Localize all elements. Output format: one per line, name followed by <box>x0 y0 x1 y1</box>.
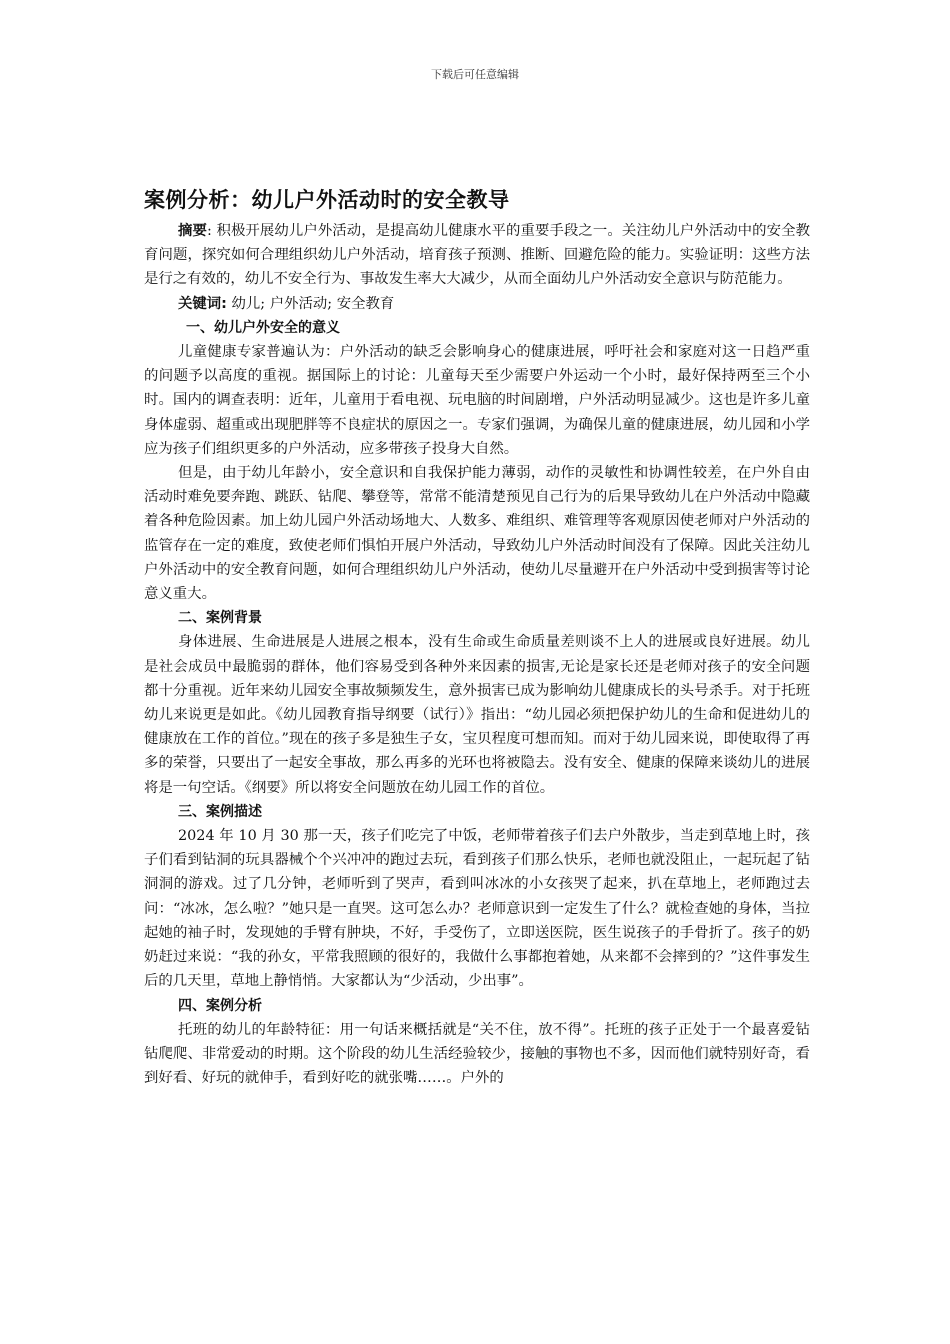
section-heading: 三、案例描述 <box>178 803 262 820</box>
body-paragraph: 但是，由于幼儿年龄小，安全意识和自我保护能力薄弱，动作的灵敏性和协调性较差，在户外自由活动时难免要奔跑、跳跃、钻爬、攀登等，常常不能清楚预见自己行为的后果导致幼儿在户外活动中隐藏着各种危险因素。加上幼儿园户外活动场地大、人数多、难组织、难管理等客观原因使老师对户外活动的监管存在一定的难度，致使老师们惧怕开展户外活动，导致幼儿户外活动时间没有了保障。因此关注幼儿户外活动中的安全教育问题，如何合理组织幼儿户外活动，使幼儿尽量避开在户外活动中受到损害等讨论意义重大。 <box>144 465 810 603</box>
abstract-text: : 积极开展幼儿户外活动，是提高幼儿健康水平的重要手段之一。关注幼儿户外活动中的安全教育问题，探究如何合理组织幼儿户外活动，培育孩子预测、推断、回避危险的能力。实验证明：这些方法是行之有效的，幼儿不安全行为、事故发生率大大减少，从而全面幼儿户外活动安全意识与防范能力。 <box>144 223 810 288</box>
body-paragraph: 托班的幼儿的年龄特征：用一句话来概括就是“关不住，放不得”。托班的孩子正处于一个最喜爱钻钻爬爬、非常爱动的时期。这个阶段的幼儿生活经验较少，接触的事物也不多，因而他们就特别好奇，看到好看、好玩的就伸手，看到好吃的就张嘴……。户外的 <box>144 1021 810 1087</box>
section-heading: 四、案例分析 <box>178 997 262 1014</box>
keywords-text: 幼儿; 户外活动; 安全教育 <box>226 295 395 312</box>
body-paragraph: 身体进展、生命进展是人进展之根本，没有生命或生命质量差则谈不上人的进展或良好进展。幼儿是社会成员中最脆弱的群体，他们容易受到各种外来因素的损害,无论是家长还是老师对孩子的安全问题都十分重视。近年来幼儿园安全事故频频发生，意外损害已成为影响幼儿健康成长的头号杀手。对于托班幼儿来说更是如此。《幼儿园教育指导纲要（试行）》指出：“幼儿园必须把保护幼儿的生命和促进幼儿的健康放在工作的首位。”现在的孩子多是独生子女，宝贝程度可想而知。而对于幼儿园来说，即使取得了再多的荣誉，只要出了一起安全事故，那么再多的光环也将被隐去。没有安全、健康的保障来谈幼儿的进展将是一句空话。《纲要》所以将安全问题放在幼儿园工作的首位。 <box>144 634 810 796</box>
section-heading: 一、幼儿户外安全的意义 <box>186 319 340 336</box>
abstract-label: 摘要 <box>178 223 207 239</box>
body-paragraph: 儿童健康专家普遍认为：户外活动的缺乏会影响身心的健康进展，呼吁社会和家庭对这一日趋严重的问题予以高度的重视。据国际上的讨论：儿童每天至少需要户外运动一个小时，最好保持两至三个小时。国内的调查表明：近年，儿童用于看电视、玩电脑的时间剧增，户外活动明显减少。这也是许多儿童身体虚弱、超重或出现肥胖等不良症状的原因之一。专家们强调，为确保儿童的健康进展，幼儿园和小学应为孩子们组织更多的户外活动，应多带孩子投身大自然。 <box>144 344 810 457</box>
abstract-paragraph <box>144 219 810 292</box>
keywords-paragraph <box>144 292 810 316</box>
document-body <box>144 183 810 1090</box>
body-paragraph: 2024 年 10 月 30 那一天，孩子们吃完了中饭，老师带着孩子们去户外散步，当走到草地上时，孩子们看到钻洞的玩具器械个个兴冲冲的跑过去玩，看到孩子们那么快乐，老师也就没阻止，一起玩起了钻洞洞的游戏。过了几分钟，老师听到了哭声，看到叫冰冰的小女孩哭了起来，扒在草地上，老师跑过去问：“冰冰，怎么啦？”她只是一直哭。这可怎么办？老师意识到一定发生了什么？就检查她的身体，当拉起她的袖子时，发现她的手臂有肿块，不好，手受伤了，立即送医院，医生说孩子的手骨折了。孩子的奶奶赶过来说：“我的孙女，平常我照顾的很好的，我做什么事都抱着她，从来都不会摔到的？”这件事发生后的几天里，草地上静悄悄。大家都认为“少活动，少出事”。 <box>144 828 810 990</box>
document-title: 案例分析：幼儿户外活动时的安全教导 <box>144 188 510 212</box>
section-heading: 二、案例背景 <box>178 610 262 627</box>
keywords-label: 关键词: <box>178 295 227 312</box>
header-note: 下载后可任意编辑 <box>431 68 519 81</box>
